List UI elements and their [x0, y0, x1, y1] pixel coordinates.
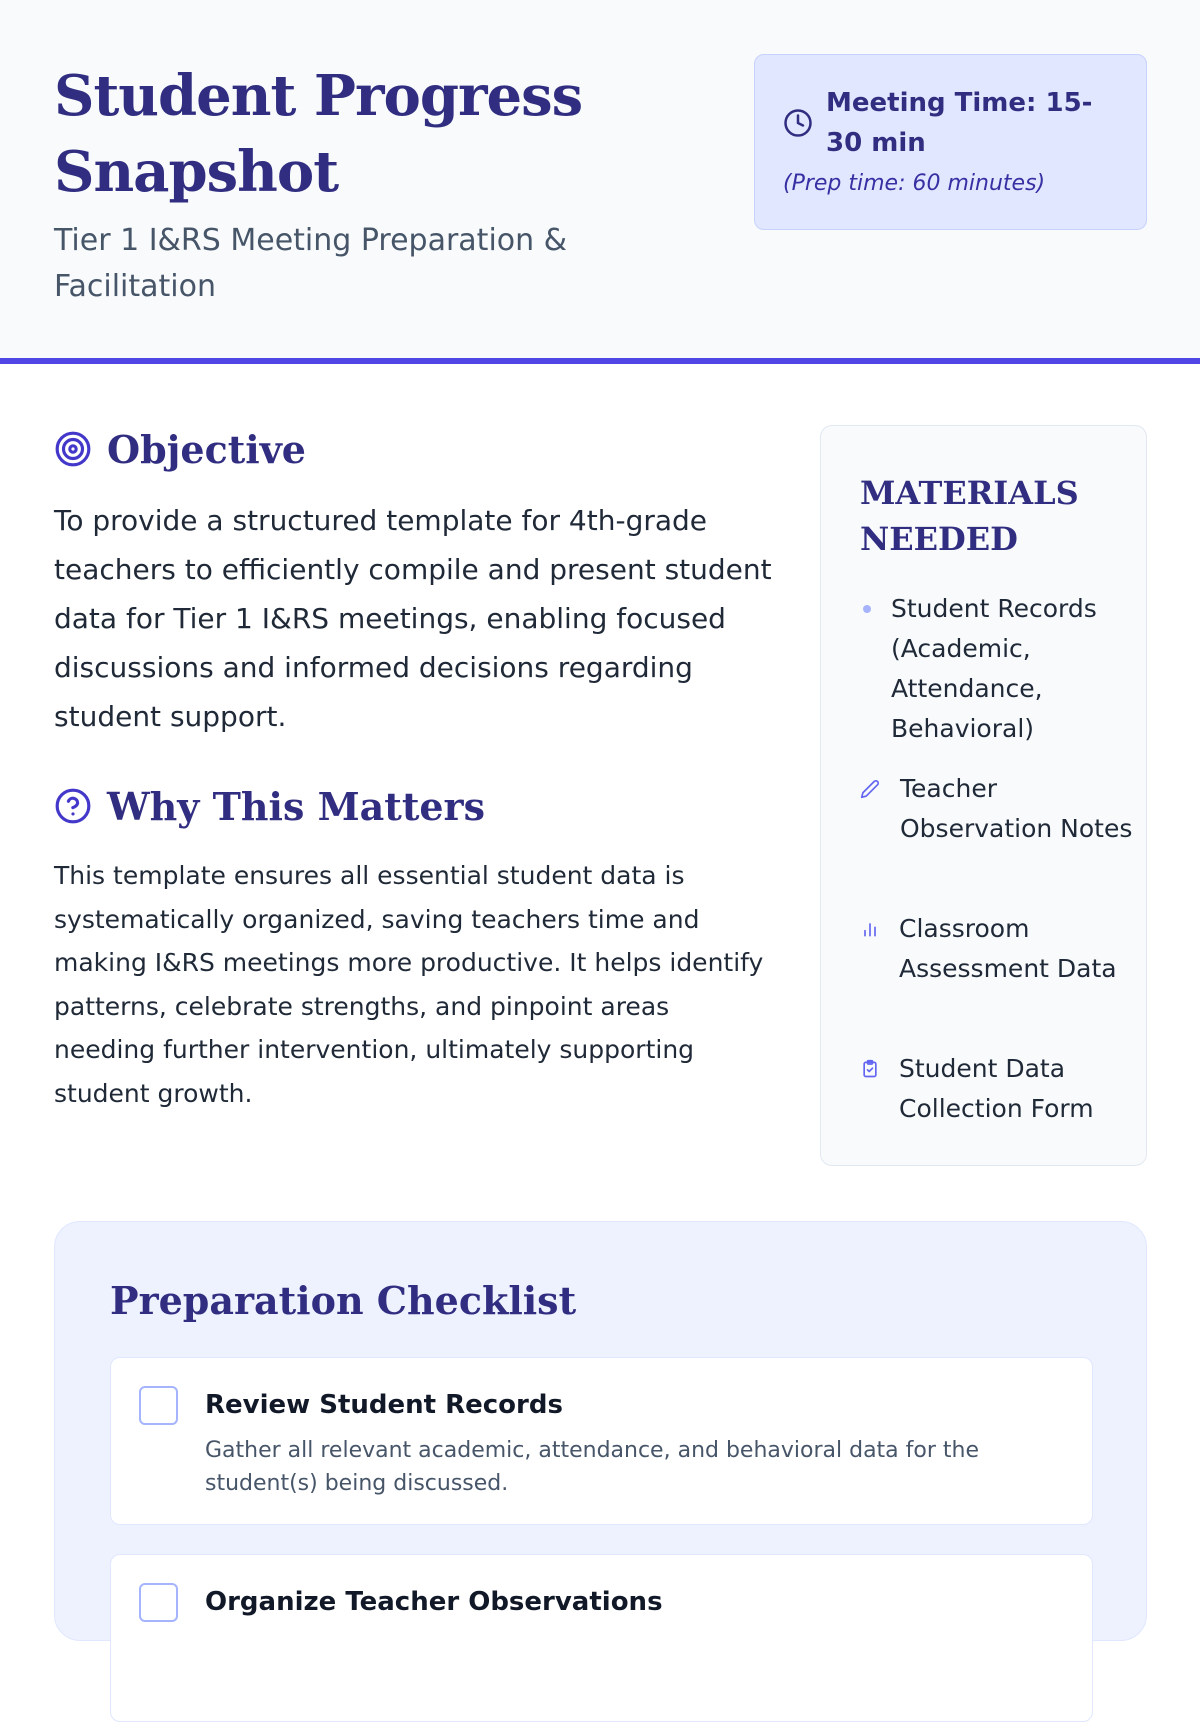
checklist-title: Preparation Checklist [110, 1278, 577, 1323]
question-circle-icon [54, 787, 92, 825]
checklist-item[interactable] [110, 1554, 1093, 1722]
materials-item-label: Student Records (Academic, Attendance, Behavioral) [891, 594, 1097, 743]
why-heading [54, 782, 754, 832]
why-title: Why This Matters [107, 784, 485, 829]
checklist-item-title: Review Student Records [205, 1390, 563, 1420]
materials-item-label: Student Data Collection Form [899, 1054, 1094, 1123]
bar-chart-icon [860, 919, 880, 939]
prep-time-label: (Prep time: 60 minutes) [783, 171, 1046, 196]
objective-heading [54, 425, 754, 475]
checklist-item-title: Organize Teacher Observations [205, 1587, 663, 1617]
dot-icon [860, 599, 880, 619]
why-text: This template ensures all essential student data is systematically organized, saving teachers time and making I&RS meetings more productive. It helps identify patterns, celebrate strengths, and pinpoint areas needing further intervention, ultimately supporting student growth. [54, 861, 764, 1108]
materials-title: MATERIALS NEEDED [860, 474, 1079, 558]
meeting-time-box [754, 54, 1147, 230]
checklist-checkbox[interactable] [139, 1386, 178, 1425]
pencil-icon [860, 779, 880, 799]
clock-icon [783, 108, 813, 138]
objective-text: To provide a structured template for 4th-grade teachers to efficiently compile and present student data for Tier 1 I&RS meetings, enabling focused discussions and informed decisions regarding student support. [54, 504, 772, 733]
page-subtitle: Tier 1 I&RS Meeting Preparation & Facilitation [54, 223, 568, 304]
checklist-checkbox[interactable] [139, 1583, 178, 1622]
materials-card [820, 425, 1147, 1166]
meeting-time-label: Meeting Time: 15-30 min [826, 88, 1093, 158]
materials-item-label: Teacher Observation Notes [900, 774, 1133, 843]
materials-item-label: Classroom Assessment Data [899, 914, 1117, 983]
target-icon [54, 430, 92, 468]
checklist-item-desc: Gather all relevant academic, attendance, and behavioral data for the student(s) being discussed. [205, 1438, 980, 1496]
preparation-checklist [54, 1221, 1147, 1641]
page-title: Student Progress Snapshot [54, 63, 583, 205]
checklist-item[interactable] [110, 1357, 1093, 1525]
page-header [0, 0, 1200, 364]
clipboard-check-icon [860, 1059, 880, 1079]
objective-title: Objective [107, 427, 306, 472]
